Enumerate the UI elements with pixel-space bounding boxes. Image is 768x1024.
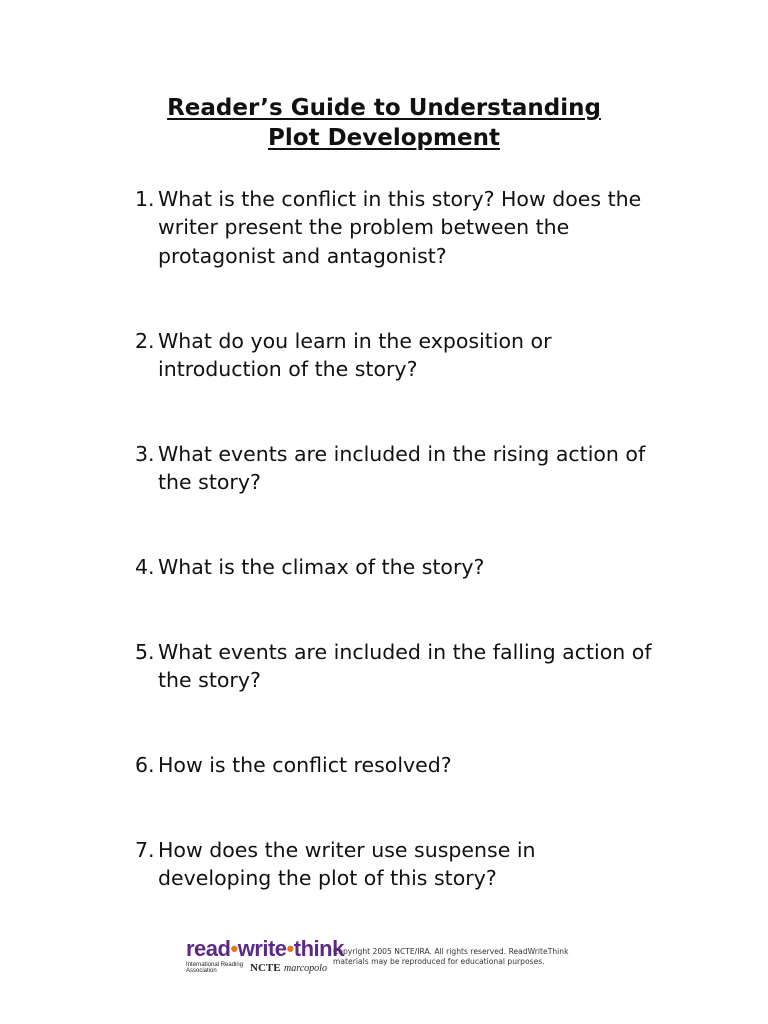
question-number: 2. — [135, 329, 155, 353]
question-item-1 — [135, 185, 655, 270]
copyright-notice — [333, 947, 603, 967]
question-item-2 — [135, 327, 655, 384]
readwritethink-logo — [186, 936, 344, 978]
page-footer — [186, 938, 606, 978]
question-item-4 — [135, 553, 655, 581]
question-text: How is the conflict resolved? — [158, 753, 452, 777]
ncte-logo: NCTE — [250, 962, 281, 974]
question-number: 4. — [135, 555, 155, 579]
title-line-2: Plot Development — [268, 125, 500, 151]
question-text: How does the writer use suspense in developing the plot of this story? — [158, 838, 536, 891]
ira-logo: International Reading Association — [186, 962, 244, 974]
question-item-6 — [135, 751, 655, 779]
page-title — [0, 93, 768, 153]
question-number: 6. — [135, 753, 155, 777]
logo-word-read: read — [186, 936, 231, 961]
question-number: 7. — [135, 838, 155, 862]
question-text: What is the conflict in this story? How does the writer present the problem between the protagonist and antagonist? — [158, 187, 642, 268]
logo-word-think: think — [293, 936, 344, 961]
question-text: What events are included in the falling action of the story? — [158, 640, 652, 693]
question-number: 5. — [135, 640, 155, 664]
question-text: What do you learn in the exposition or introduction of the story? — [158, 329, 552, 382]
logo-wordmark: read•write•think — [186, 936, 344, 961]
question-item-5 — [135, 638, 655, 695]
logo-word-write: write — [237, 936, 287, 961]
question-text: What events are included in the rising action of the story? — [158, 442, 646, 495]
copyright-line-1: Copyright 2005 NCTE/IRA. All rights reserved. ReadWriteThink — [333, 947, 569, 956]
question-item-7 — [135, 836, 655, 893]
question-text: What is the climax of the story? — [158, 555, 485, 579]
question-item-3 — [135, 440, 655, 497]
marcopolo-logo: marcopolo — [284, 963, 327, 974]
question-number: 3. — [135, 442, 155, 466]
title-line-1: Reader’s Guide to Understanding — [167, 95, 601, 121]
question-number: 1. — [135, 187, 155, 211]
copyright-line-2: materials may be reproduced for educational purposes. — [333, 957, 545, 966]
